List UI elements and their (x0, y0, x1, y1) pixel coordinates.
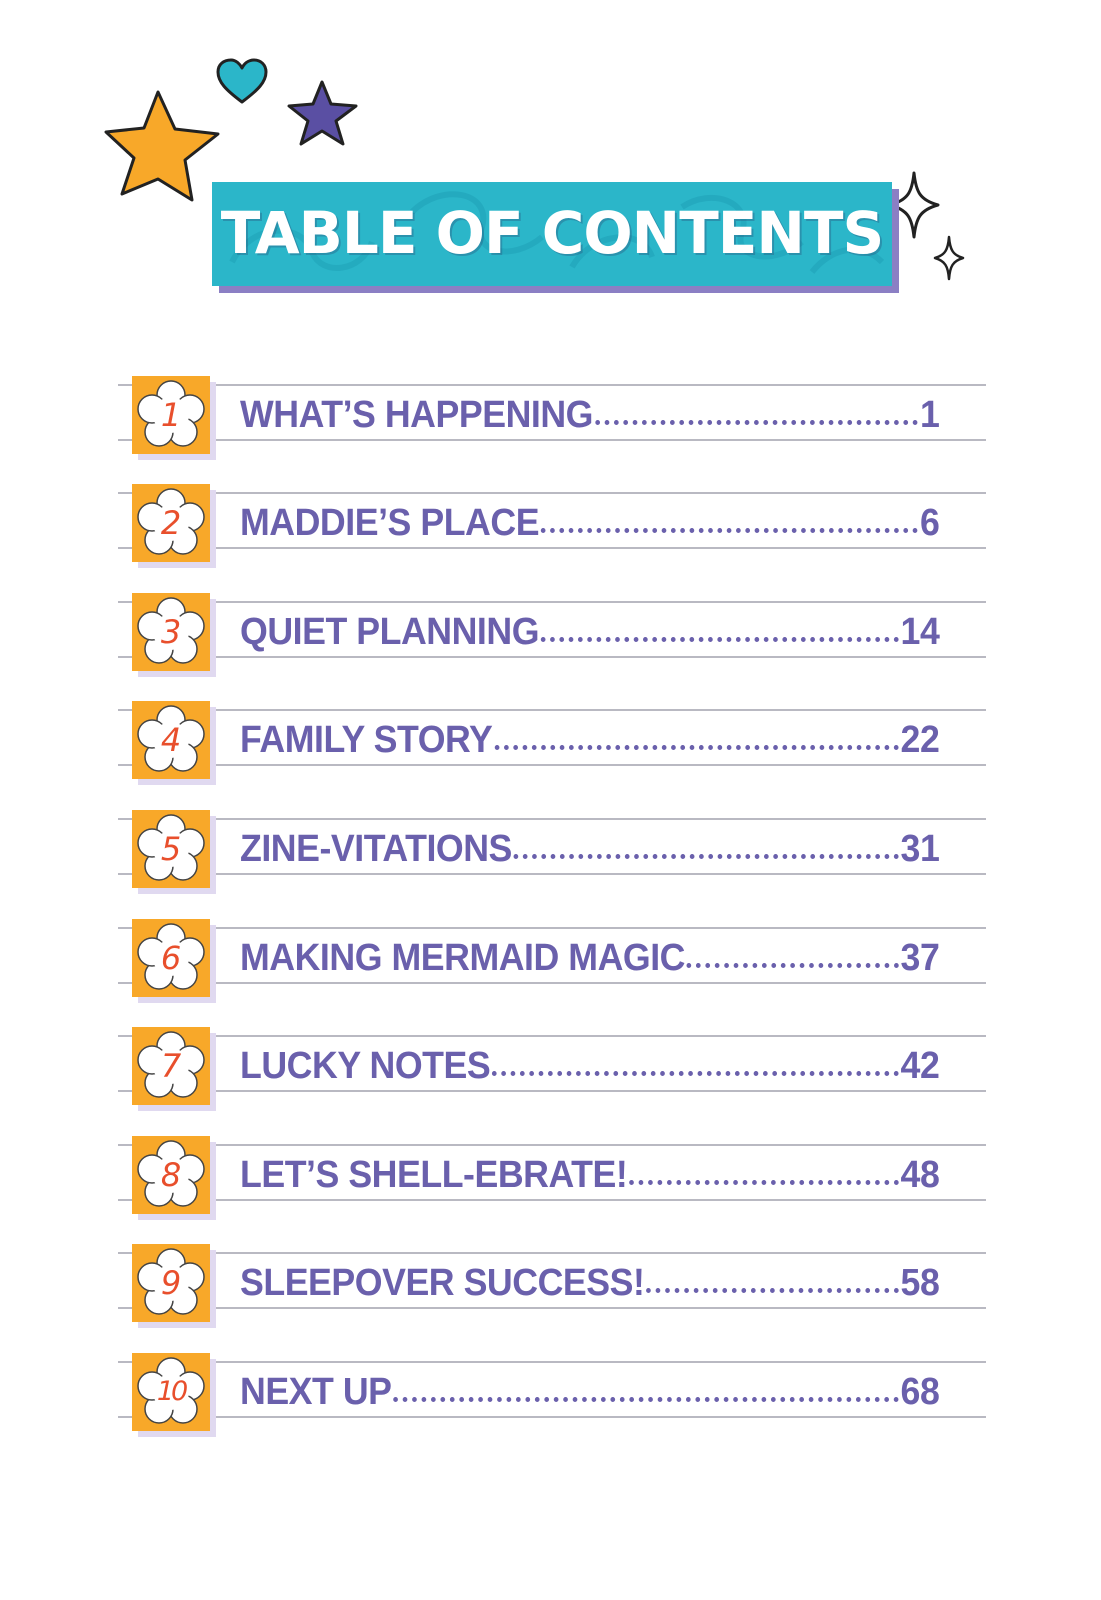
toc-row[interactable] (0, 709, 1101, 820)
page-number: 58 (900, 1262, 940, 1304)
dot-leader (595, 420, 918, 425)
toc-row[interactable] (0, 927, 1101, 1038)
page-number: 6 (919, 502, 940, 544)
page-number: 22 (900, 719, 940, 761)
divider (118, 818, 986, 820)
divider (118, 601, 986, 603)
chapter-title: MADDIE’S PLACE (240, 502, 540, 544)
chapter-title: LET’S SHELL-EBRATE! (240, 1154, 628, 1196)
toc-entry[interactable] (240, 1039, 939, 1093)
toc-entry[interactable] (240, 931, 939, 985)
chapter-title: QUIET PLANNING (240, 611, 540, 653)
chapter-badge (132, 810, 210, 888)
chapter-number: 8 (160, 1156, 182, 1194)
page-number: 14 (900, 611, 940, 653)
dot-leader (494, 745, 898, 750)
page-title: TABLE OF CONTENTS (220, 199, 884, 267)
chapter-badge (132, 484, 210, 562)
divider (118, 1144, 986, 1146)
chapter-number: 3 (160, 613, 182, 651)
toc-row[interactable] (0, 1361, 1101, 1472)
divider (118, 492, 986, 494)
dot-leader (646, 1288, 898, 1293)
chapter-badge (132, 701, 210, 779)
toc-row[interactable] (0, 1144, 1101, 1255)
toc-entry[interactable] (240, 822, 939, 876)
page-number: 42 (900, 1045, 940, 1087)
chapter-badge (132, 1244, 210, 1322)
dot-leader (687, 963, 899, 968)
chapter-badge (132, 593, 210, 671)
chapter-title: LUCKY NOTES (240, 1045, 491, 1087)
chapter-badge (132, 1353, 210, 1431)
chapter-badge (132, 1027, 210, 1105)
divider (118, 1035, 986, 1037)
chapter-title: WHAT’S HAPPENING (240, 394, 593, 436)
chapter-title: SLEEPOVER SUCCESS! (240, 1262, 645, 1304)
toc-row[interactable] (0, 492, 1101, 603)
chapter-badge (132, 1136, 210, 1214)
chapter-title: ZINE-VITATIONS (240, 828, 512, 870)
chapter-number: 4 (160, 721, 182, 759)
chapter-number: 9 (160, 1264, 182, 1302)
dot-leader (393, 1397, 898, 1402)
toc-entry[interactable] (240, 1256, 939, 1310)
page-number: 37 (900, 937, 940, 979)
page-number: 31 (900, 828, 940, 870)
divider (118, 1252, 986, 1254)
divider (118, 384, 986, 386)
chapter-title: MAKING MERMAID MAGIC (240, 937, 686, 979)
page-number: 1 (919, 394, 940, 436)
toc-row[interactable] (0, 1035, 1101, 1146)
chapter-number: 7 (160, 1047, 182, 1085)
divider (118, 709, 986, 711)
chapter-badge (132, 919, 210, 997)
toc-row[interactable] (0, 1252, 1101, 1363)
toc-row[interactable] (0, 818, 1101, 929)
chapter-number: 6 (160, 939, 182, 977)
chapter-number: 10 (156, 1376, 186, 1407)
chapter-number: 5 (160, 830, 182, 868)
toc-entry[interactable] (240, 713, 939, 767)
divider (118, 927, 986, 929)
chapter-number: 1 (160, 396, 182, 434)
toc-row[interactable] (0, 601, 1101, 712)
toc-entry[interactable] (240, 1365, 939, 1419)
dot-leader (514, 854, 899, 859)
toc-entry[interactable] (240, 605, 939, 659)
divider (118, 1361, 986, 1363)
toc-entry[interactable] (240, 388, 939, 442)
toc-entry[interactable] (240, 1148, 939, 1202)
toc-entry[interactable] (240, 496, 939, 550)
page-number: 48 (900, 1154, 940, 1196)
dot-leader (541, 637, 899, 642)
chapter-title: FAMILY STORY (240, 719, 493, 761)
chapter-title: NEXT UP (240, 1371, 392, 1413)
dot-leader (492, 1071, 899, 1076)
dot-leader (541, 528, 918, 533)
toc-row[interactable] (0, 384, 1101, 495)
chapter-number: 2 (160, 504, 182, 542)
page-number: 68 (900, 1371, 940, 1413)
chapter-badge (132, 376, 210, 454)
dot-leader (629, 1180, 899, 1185)
